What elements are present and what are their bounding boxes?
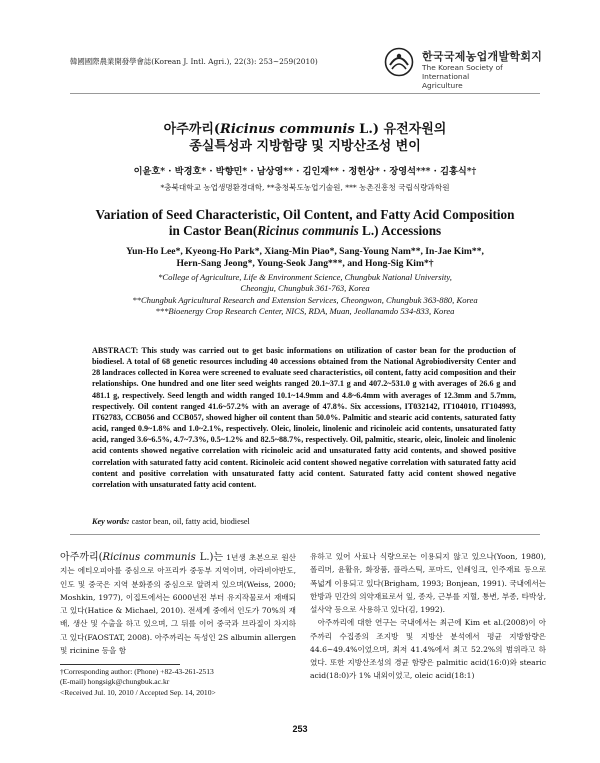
english-authors bbox=[70, 246, 540, 270]
header-rule bbox=[70, 93, 540, 94]
affiliation-1-address: Cheongju, Chungbuk 361-763, Korea bbox=[240, 283, 370, 294]
affiliation-3: ***Bioenergy Crop Research Center, NICS, RDA, Muan, Jeollanamdo 534-833, Korea bbox=[155, 305, 455, 316]
page-number: 253 bbox=[292, 724, 308, 734]
keywords-text: castor bean, oil, fatty acid, biodiesel bbox=[129, 517, 250, 526]
received-accepted-dates: <Received Jul. 10, 2010 / Accepted Sep. 14, 2010> bbox=[60, 687, 216, 697]
korean-affiliations: *충북대학교 농업생명환경대학, **충청북도농업기술원, *** 농촌진흥청 국립식량과학원 bbox=[160, 183, 450, 192]
abstract bbox=[92, 345, 516, 490]
footnote-rule bbox=[60, 664, 180, 665]
korean-title-line2: 종실특성과 지방함량 및 지방산조성 변이 bbox=[189, 139, 421, 154]
society-name-korean: 한국국제농업개발학회지 bbox=[422, 50, 543, 63]
affiliation-1: *College of Agriculture, Life & Environment Science, Chungbuk National University, bbox=[158, 272, 452, 282]
korean-title-line1: 아주까리(Ricinus communis L.) 유전자원의 bbox=[163, 122, 447, 137]
author-email: (E-mail) hongsigk@chungbuk.ac.kr bbox=[60, 677, 170, 687]
keywords-label: Key words: bbox=[92, 517, 130, 526]
journal-reference: 韓國國際農業開發學會誌(Korean J. Intl. Agri.), 22(3): 253~259(2010) bbox=[70, 57, 318, 66]
body-paragraph-1: 유하고 있어 사료나 식량으로는 이용되지 않고 있으나(Yoon, 1980), 폴리머, 윤활유, 화장품, 플라스틱, 포마드, 인쇄잉크, 인주재료 등으로 폭넓게 이용되고 있다(Brigham, 1993; Bonjean, 1991). 국내에서는 한방과 민간의 의약재료로서 잎, 종자, 근부를 지혈, 통변, 부종, 타박상, 설사약 등으로 사용하고 있다(김, 1992). bbox=[310, 552, 546, 614]
english-title-line1: Variation of Seed Characteristic, Oil Content, and Fatty Acid Composition bbox=[95, 207, 515, 222]
korean-authors: 이윤호* · 박경호* · 박향민* · 남상영** · 김인재** · 정헌상* · 장영석*** · 김홍식*† bbox=[133, 166, 477, 177]
korean-title bbox=[70, 121, 540, 155]
society-emblem-icon bbox=[384, 47, 414, 77]
english-title bbox=[70, 207, 540, 239]
intro-text: 1년생 초본으로 원산지는 에티오피아를 중심으로 아프리카 중동부 지역이며, 아라비아반도, 인도 및 중국은 지역 분화종의 중심으로 알려져 있으며(Weiss, 2000; Moshkin, 1977), 이집트에서는 6000년전 부터 유지작물로서 재배되고 있다(Hatice & Michael, 2010). 전세계 중에서 인도가 70%의 재배, 생산 및 수출을 하고 있으며, 그 뒤를 이어 중국과 브라질이 차지하고 있다(FAOSTAT, 2008). 아주까리는 독성인 2S albumin allergen 및 ricinine 등을 함 bbox=[60, 553, 297, 655]
corresponding-author: †Corresponding author: (Phone) +82-43-261-2513 bbox=[60, 667, 214, 676]
society-name-english-line1: The Korean Society of International bbox=[422, 63, 503, 81]
abstract-text: This study was carried out to get basic informations on utilization of castor bean for the production of biodiesel. A total of 68 genetic resources including 40 accessions obtained from the National Agrobiodiversity Center and 28 landraces collected in Korea were screened to evaluate seed characteristics, oil content, fatty acid composition and their relationships. One hundred and one liter seed weights ranged 20.1~37.1 g and 407.2~531.0 g with averages of 26.6 g and 481.1 g, respectively. Seed length and width ranged 10.1~14.9mm and 4.8~6.4mm with averages of 12.3mm and 5.7mm, respectively. Oil content ranged 41.6~57.2% with an average of 47.8%. Six accessions, IT032142, IT104010, IT104993, IT62783, CCB056 and CCB057, showed higher oil content than 50.0%. Palmitic and stearic acid contents, saturated fatty acid, ranged 0.9~1.8% and 1.0~2.1%, respectively. Oleic, linoleic, linolenic and ricinoleic acid contents, unsaturated fatty acid, ranged 3.6~6.5%, 4.7~7.3%, 0.5~1.2% and 82.5~88.7%, respectively. Oil, palmitic, stearic, oleic, linoleic and linolenic acid contents showed negative correlation with ricinoleic acid and unsaturated fatty acid contents, and showed positive correlation with saturated fatty acid content. Ricinoleic acid content showed negative correlation with saturated fatty acid content and positive correlation with unsaturated fatty acid content. Saturated fatty acid content showed negative correlation with unsaturated fatty acid content. bbox=[92, 346, 516, 489]
body-column-left bbox=[60, 551, 296, 657]
english-affiliations bbox=[70, 272, 540, 317]
body-column-right bbox=[310, 550, 546, 683]
abstract-label: ABSTRACT: bbox=[92, 346, 139, 355]
society-name-english bbox=[422, 63, 547, 90]
society-name-english-line2: Agriculture bbox=[422, 81, 463, 90]
english-authors-line2: Hern-Sang Jeong*, Young-Seok Jang***, and Hong-Sig Kim*† bbox=[176, 258, 434, 269]
abstract-rule bbox=[70, 534, 540, 535]
society-logo bbox=[384, 45, 544, 89]
english-authors-line1: Yun-Ho Lee*, Kyeong-Ho Park*, Xiang-Min Piao*, Sang-Young Nam**, In-Jae Kim**, bbox=[126, 246, 484, 257]
english-title-line2: in Castor Bean(Ricinus communis L.) Accessions bbox=[168, 223, 442, 238]
keywords bbox=[92, 517, 516, 526]
intro-lead: 아주까리(Ricinus communis L.)는 bbox=[60, 552, 224, 563]
affiliation-2: **Chungbuk Agricultural Research and Extension Services, Cheongwon, Chungbuk 363-880, Korea bbox=[132, 294, 478, 305]
body-paragraph-2: 아주까리에 대한 연구는 국내에서는 최근에 Kim et al.(2008)이 아주까리 수집종의 조지방 및 지방산 분석에서 평균 지방함량은 44.6~49.4%이었으며, 최저 41.4%에서 최고 52.2%의 범위라고 하였다. 또한 지방산조성의 경균 함량은 palmitic acid(16:0)와 stearic acid(18:0)가 1% 내외이었고, oleic acid(18:1) bbox=[310, 618, 546, 681]
footnote bbox=[60, 667, 296, 698]
